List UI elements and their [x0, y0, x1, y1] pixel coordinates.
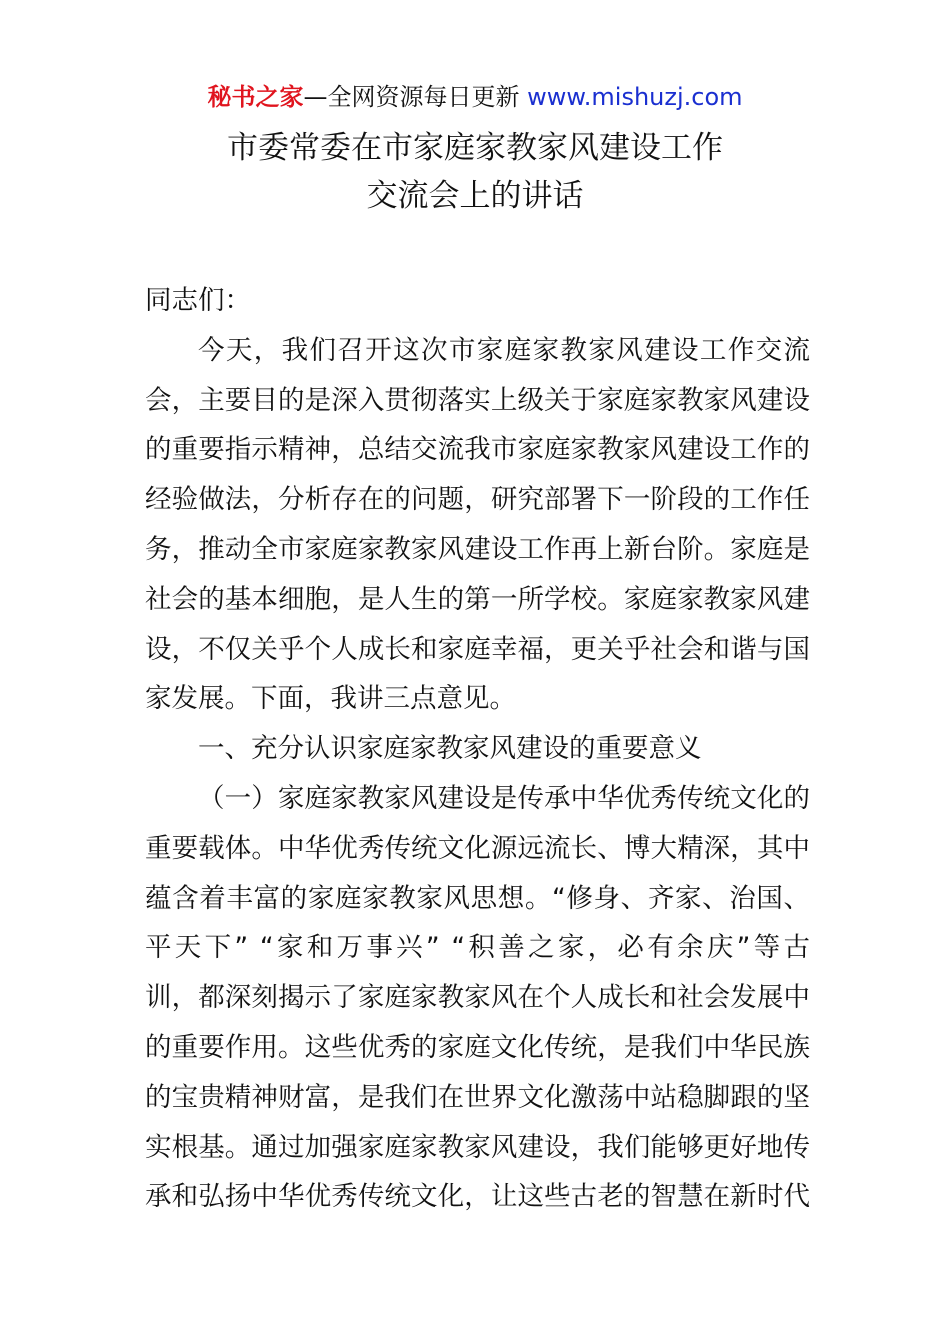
paragraph-line: 的宝贵精神财富，是我们在世界文化激荡中站稳脚跟的坚 [145, 1081, 810, 1113]
paragraph-line: 重要载体。中华优秀传统文化源远流长、博大精深，其中 [145, 832, 810, 864]
paragraph-line: 承和弘扬中华优秀传统文化，让这些古老的智慧在新时代 [145, 1181, 810, 1213]
document-body [145, 276, 810, 1222]
site-url-link[interactable]: www.mishuzj.com [527, 83, 743, 111]
paragraph-line: 务，推动全市家庭家教家风建设工作再上新台阶。家庭是 [145, 533, 810, 565]
site-tagline: —全网资源每日更新 [303, 83, 528, 111]
site-header [0, 80, 950, 114]
paragraph-line: 社会的基本细胞，是人生的第一所学校。家庭家教家风建 [145, 583, 810, 615]
paragraph-line: 的重要指示精神，总结交流我市家庭家教家风建设工作的 [145, 434, 810, 466]
paragraph-line: 实根基。通过加强家庭家教家风建设，我们能够更好地传 [145, 1131, 810, 1163]
salutation: 同志们： [145, 285, 251, 316]
section-heading: 一、充分认识家庭家教家风建设的重要意义 [198, 733, 702, 765]
paragraph-line: 训，都深刻揭示了家庭家教家风在个人成长和社会发展中 [145, 982, 810, 1014]
paragraph-line: （一）家庭家教家风建设是传承中华优秀传统文化的 [198, 782, 810, 814]
paragraph-line: 设，不仅关乎个人成长和家庭幸福，更关乎社会和谐与国 [145, 633, 810, 665]
paragraph-line: 经验做法，分析存在的问题，研究部署下一阶段的工作任 [145, 484, 810, 516]
paragraph-line: 的重要作用。这些优秀的家庭文化传统，是我们中华民族 [145, 1031, 810, 1063]
paragraph-line: 今天，我们召开这次市家庭家教家风建设工作交流 [198, 334, 810, 366]
paragraph-line: 蕴含着丰富的家庭家教家风思想。“修身、齐家、治国、 [145, 882, 810, 914]
paragraph-line: 平天下” “家和万事兴” “积善之家，必有余庆”等古 [145, 932, 810, 964]
paragraph-line: 会，主要目的是深入贯彻落实上级关于家庭家教家风建设 [145, 384, 810, 416]
document-title-line-2: 交流会上的讲话 [366, 178, 584, 214]
paragraph-line: 家发展。下面，我讲三点意见。 [145, 683, 516, 715]
site-brand: 秘书之家 [207, 83, 304, 111]
document-title-line-1: 市委常委在市家庭家教家风建设工作 [227, 130, 723, 166]
